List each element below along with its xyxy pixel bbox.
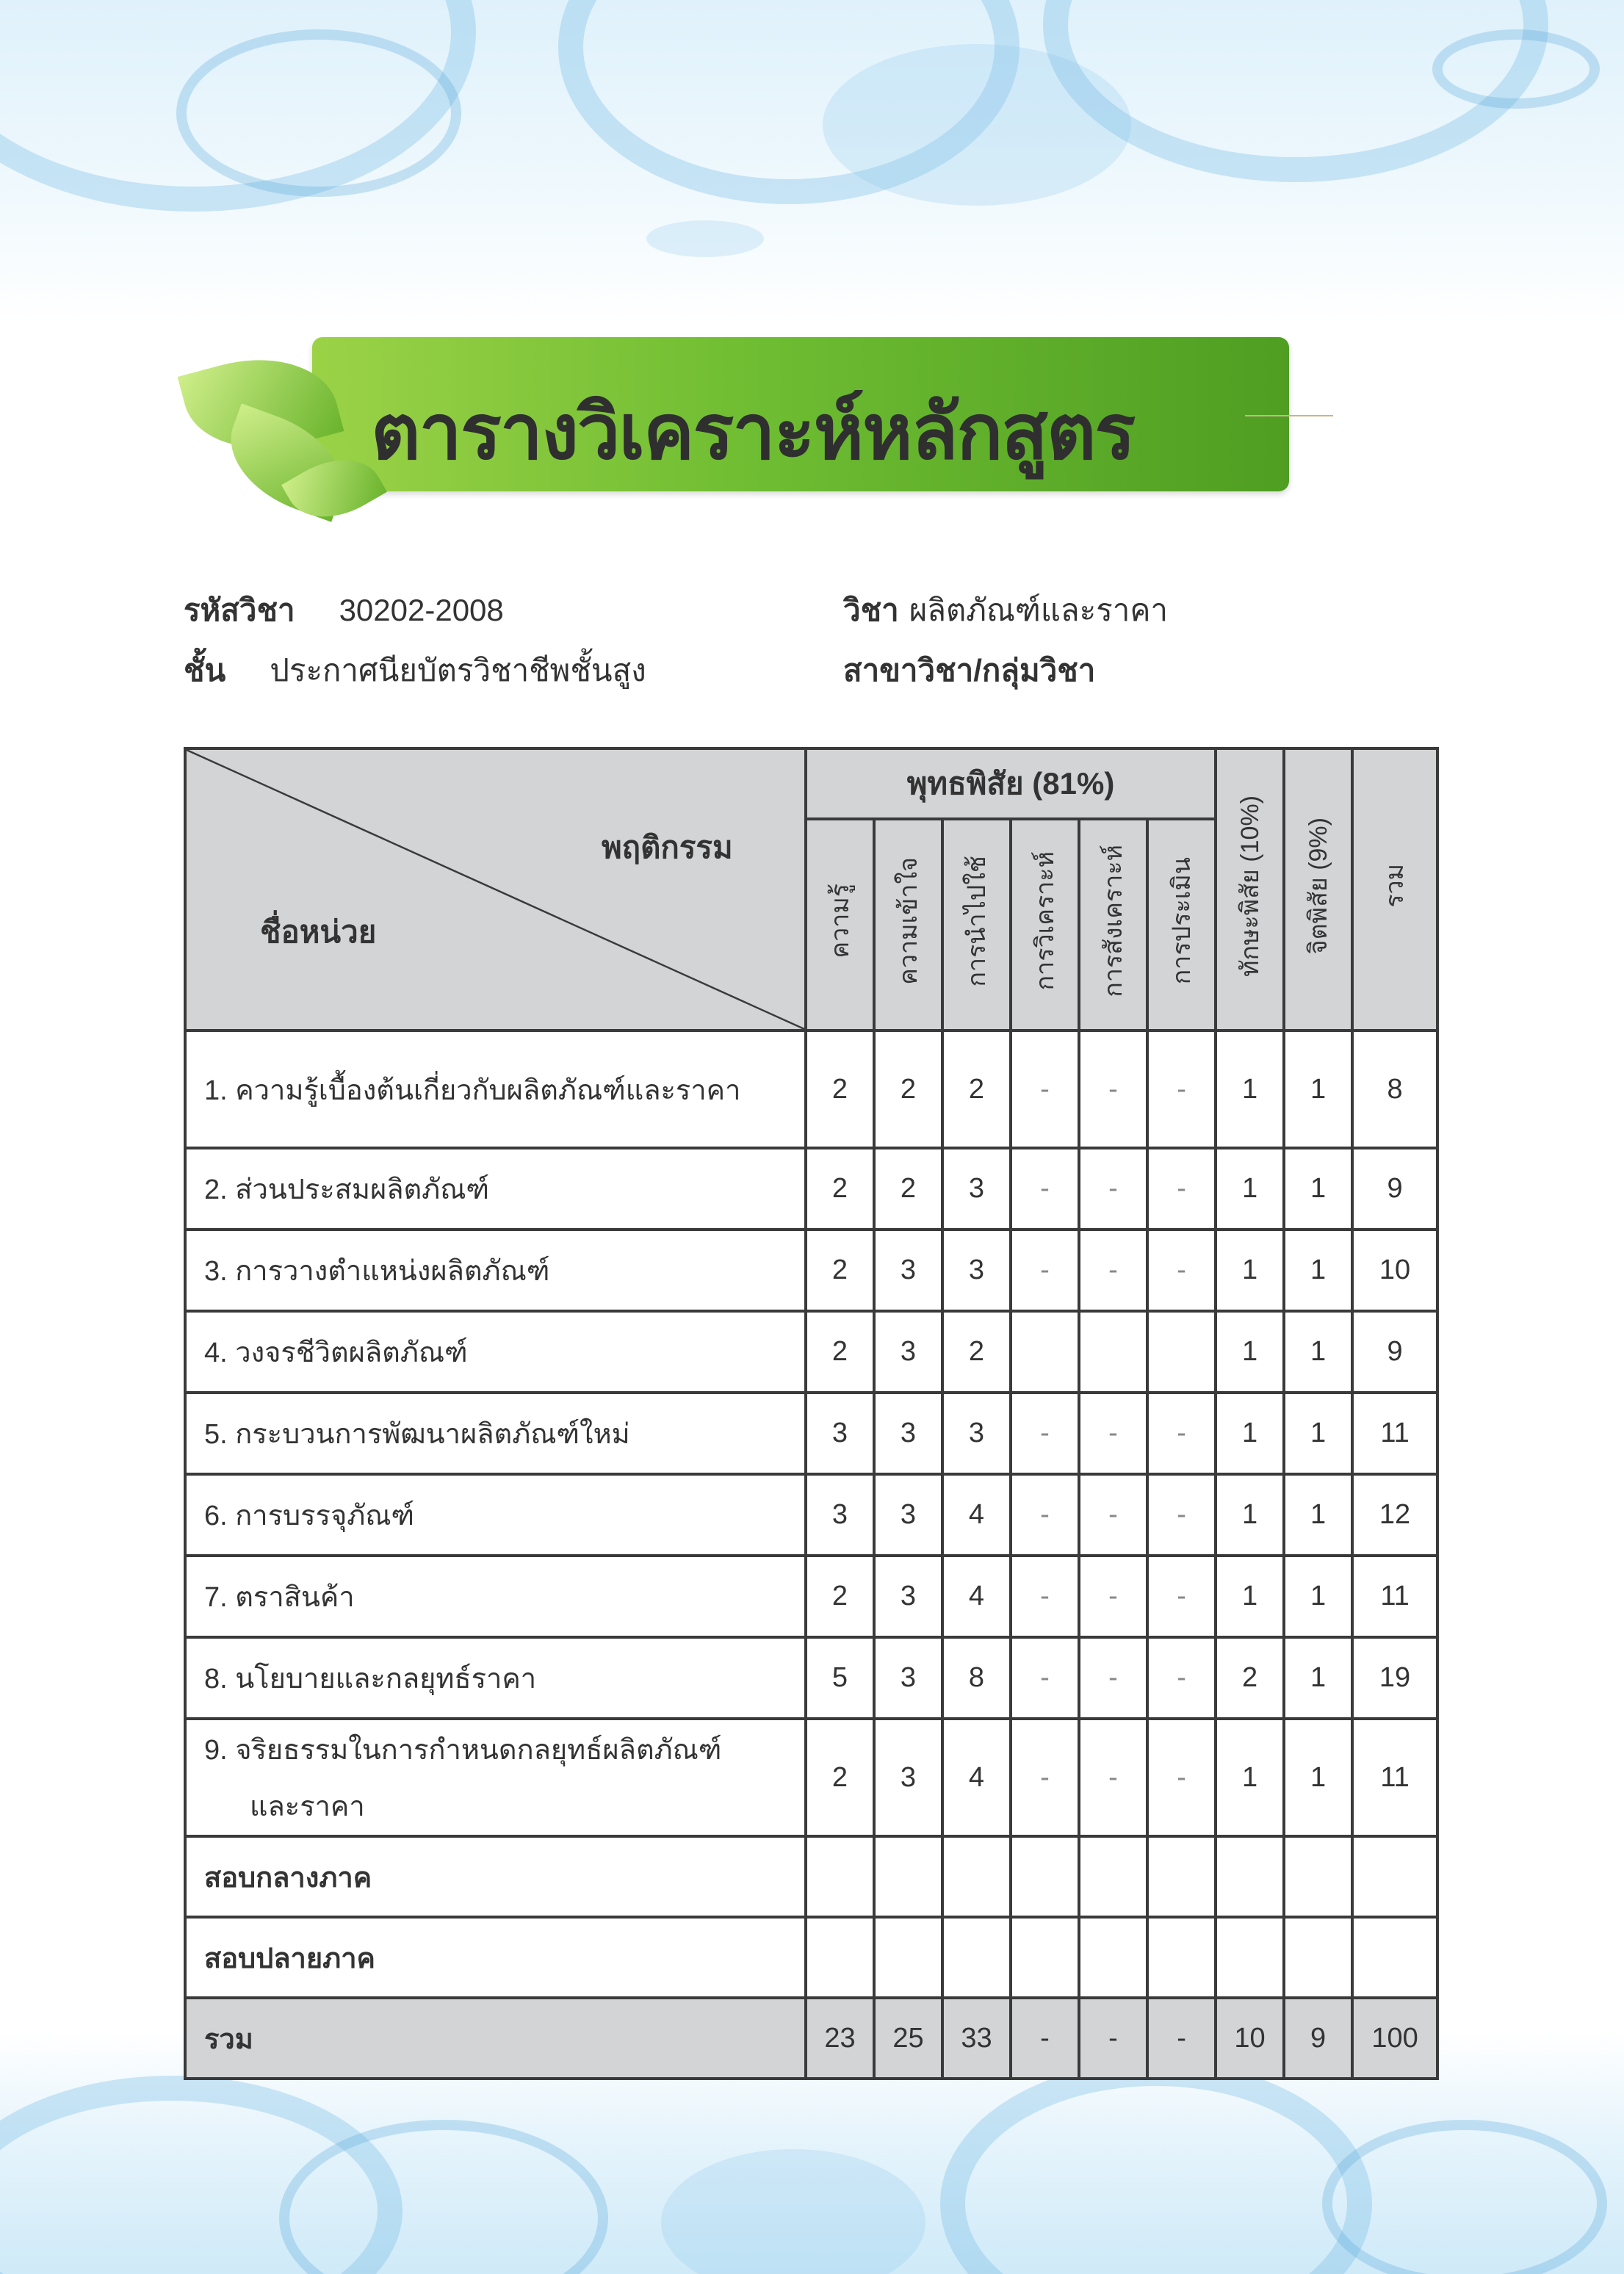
course-dept xyxy=(843,646,1139,695)
score-cell: - xyxy=(1079,1230,1147,1311)
score-cell: 2 xyxy=(806,1311,874,1393)
score-cell: 2 xyxy=(806,1719,874,1836)
score-cell: 1 xyxy=(1216,1148,1284,1230)
score-cell: 3 xyxy=(874,1474,942,1556)
score-cell: - xyxy=(1147,1556,1216,1637)
title-banner xyxy=(187,334,1289,521)
score-cell: 19 xyxy=(1352,1637,1437,1719)
score-cell: - xyxy=(1147,1719,1216,1836)
table-row xyxy=(185,1474,1437,1556)
unit-name: 7. ตราสินค้า xyxy=(204,1582,355,1613)
score-cell: - xyxy=(1079,1637,1147,1719)
diagonal-line xyxy=(187,750,804,1029)
total-label: รวม xyxy=(185,1998,806,2079)
diagonal-header-cell xyxy=(185,748,806,1030)
total-cell: 25 xyxy=(874,1998,942,2079)
score-cell: 1 xyxy=(1216,1393,1284,1474)
course-code-label: รหัสวิชา xyxy=(184,593,295,627)
score-cell: - xyxy=(1147,1230,1216,1311)
score-cell: - xyxy=(1147,1030,1216,1148)
subject-value: ผลิตภัณฑ์และราคา xyxy=(909,593,1169,627)
score-cell: 2 xyxy=(806,1230,874,1311)
score-cell: 2 xyxy=(806,1148,874,1230)
score-cell: 8 xyxy=(942,1637,1011,1719)
score-cell: 3 xyxy=(874,1556,942,1637)
score-cell: 3 xyxy=(874,1230,942,1311)
score-cell: 3 xyxy=(942,1148,1011,1230)
score-cell xyxy=(1147,1311,1216,1393)
col-header-application: การนำไปใช้ xyxy=(942,819,1011,1030)
score-cell: 3 xyxy=(942,1230,1011,1311)
unit-name-cell xyxy=(185,1719,806,1836)
level-value: ประกาศนียบัตรวิชาชีพชั้นสูง xyxy=(270,653,646,687)
unit-name-cell xyxy=(185,1556,806,1637)
score-cell: 10 xyxy=(1352,1230,1437,1311)
col-header-evaluation: การประเมิน xyxy=(1147,819,1216,1030)
unit-name-cell xyxy=(185,1474,806,1556)
total-cell: 100 xyxy=(1352,1998,1437,2079)
unit-name-cell xyxy=(185,1030,806,1148)
course-code-value: 30202-2008 xyxy=(339,593,504,627)
unit-name-header: ชื่อหน่วย xyxy=(260,914,377,949)
score-cell: 4 xyxy=(942,1474,1011,1556)
score-cell: 1 xyxy=(1216,1719,1284,1836)
score-cell: 9 xyxy=(1352,1311,1437,1393)
score-cell: 2 xyxy=(942,1030,1011,1148)
score-cell: - xyxy=(1011,1230,1079,1311)
score-cell: 2 xyxy=(874,1030,942,1148)
score-cell: - xyxy=(1147,1393,1216,1474)
score-cell: 2 xyxy=(942,1311,1011,1393)
unit-name-cell xyxy=(185,1637,806,1719)
score-cell: 3 xyxy=(806,1474,874,1556)
unit-name-cell xyxy=(185,1148,806,1230)
score-cell: 4 xyxy=(942,1719,1011,1836)
col-header-knowledge: ความรู้ xyxy=(806,819,874,1030)
score-cell: 1 xyxy=(1284,1474,1352,1556)
score-cell: 1 xyxy=(1284,1311,1352,1393)
score-cell: 1 xyxy=(1284,1637,1352,1719)
curriculum-analysis-table xyxy=(184,747,1439,2080)
behavior-header: พฤติกรรม xyxy=(602,830,733,865)
score-cell: 1 xyxy=(1284,1393,1352,1474)
score-cell: 3 xyxy=(874,1637,942,1719)
col-header-analysis: การวิเคราะห์ xyxy=(1011,819,1079,1030)
score-cell: 12 xyxy=(1352,1474,1437,1556)
table-row xyxy=(185,1393,1437,1474)
score-cell: 1 xyxy=(1216,1030,1284,1148)
score-cell: 2 xyxy=(874,1148,942,1230)
score-cell: 2 xyxy=(806,1556,874,1637)
score-cell: 3 xyxy=(874,1311,942,1393)
score-cell: 2 xyxy=(1216,1637,1284,1719)
score-cell: - xyxy=(1079,1556,1147,1637)
col-header-synthesis: การสังเคราะห์ xyxy=(1079,819,1147,1030)
score-cell: - xyxy=(1011,1637,1079,1719)
score-cell: - xyxy=(1079,1030,1147,1148)
table-row-total xyxy=(185,1998,1437,2079)
unit-name-cell xyxy=(185,1311,806,1393)
total-cell: - xyxy=(1147,1998,1216,2079)
unit-name-cell xyxy=(185,1230,806,1311)
table-row xyxy=(185,1637,1437,1719)
unit-name: 3. การวางตำแหน่งผลิตภัณฑ์ xyxy=(204,1256,550,1287)
total-cell: - xyxy=(1079,1998,1147,2079)
unit-name: 6. การบรรจุภัณฑ์ xyxy=(204,1501,415,1531)
score-cell: 1 xyxy=(1216,1474,1284,1556)
score-cell: - xyxy=(1147,1148,1216,1230)
course-level xyxy=(184,646,646,695)
header-decoration xyxy=(0,0,1624,323)
score-cell: - xyxy=(1079,1719,1147,1836)
cognitive-domain-header: พุทธพิสัย (81%) xyxy=(806,748,1216,819)
score-cell: 3 xyxy=(874,1719,942,1836)
score-cell: - xyxy=(1011,1148,1079,1230)
page-title: ตารางวิเคราะห์หลักสูตร xyxy=(371,387,1135,477)
score-cell: - xyxy=(1079,1393,1147,1474)
score-cell: 1 xyxy=(1284,1230,1352,1311)
score-cell: 2 xyxy=(806,1030,874,1148)
score-cell: 11 xyxy=(1352,1556,1437,1637)
score-cell: 3 xyxy=(942,1393,1011,1474)
level-label: ชั้น xyxy=(184,653,226,687)
col-header-total: รวม xyxy=(1352,748,1437,1030)
score-cell: - xyxy=(1011,1719,1079,1836)
score-cell: - xyxy=(1079,1474,1147,1556)
score-cell: 1 xyxy=(1284,1556,1352,1637)
score-cell: 1 xyxy=(1216,1230,1284,1311)
final-label: สอบปลายภาค xyxy=(185,1917,806,1998)
score-cell: 3 xyxy=(806,1393,874,1474)
table-row xyxy=(185,1311,1437,1393)
table-row xyxy=(185,1230,1437,1311)
table-row-final xyxy=(185,1917,1437,1998)
unit-name: 4. วงจรชีวิตผลิตภัณฑ์ xyxy=(204,1338,468,1368)
score-cell: - xyxy=(1147,1474,1216,1556)
unit-name: 5. กระบวนการพัฒนาผลิตภัณฑ์ใหม่ xyxy=(204,1419,630,1450)
score-cell: 1 xyxy=(1216,1556,1284,1637)
score-cell: 11 xyxy=(1352,1393,1437,1474)
unit-name: 1. ความรู้เบื้องต้นเกี่ยวกับผลิตภัณฑ์และราคา xyxy=(204,1075,741,1106)
score-cell: - xyxy=(1011,1393,1079,1474)
col-header-comprehension: ความเข้าใจ xyxy=(874,819,942,1030)
score-cell: 4 xyxy=(942,1556,1011,1637)
score-cell: 11 xyxy=(1352,1719,1437,1836)
score-cell xyxy=(1011,1311,1079,1393)
score-cell xyxy=(1079,1311,1147,1393)
score-cell: 1 xyxy=(1216,1311,1284,1393)
table-row xyxy=(185,1556,1437,1637)
score-cell: - xyxy=(1011,1474,1079,1556)
col-header-psychomotor: ทักษะพิสัย (10%) xyxy=(1216,748,1284,1030)
score-cell: 9 xyxy=(1352,1148,1437,1230)
total-cell: 33 xyxy=(942,1998,1011,2079)
unit-name-cell xyxy=(185,1393,806,1474)
score-cell: - xyxy=(1079,1148,1147,1230)
total-cell: - xyxy=(1011,1998,1079,2079)
unit-name: 9. จริยธรรมในการกำหนดกลยุทธ์ผลิตภัณฑ์ xyxy=(204,1735,722,1766)
table-row xyxy=(185,1148,1437,1230)
course-code xyxy=(184,586,504,635)
midterm-label: สอบกลางภาค xyxy=(185,1836,806,1917)
subject-label: วิชา xyxy=(843,593,899,627)
unit-name-continued: และราคา xyxy=(250,1791,365,1822)
col-header-affective: จิตพิสัย (9%) xyxy=(1284,748,1352,1030)
score-cell: - xyxy=(1147,1637,1216,1719)
score-cell: 1 xyxy=(1284,1148,1352,1230)
score-cell: - xyxy=(1011,1556,1079,1637)
total-cell: 9 xyxy=(1284,1998,1352,2079)
score-cell: - xyxy=(1011,1030,1079,1148)
score-cell: 1 xyxy=(1284,1030,1352,1148)
table-row xyxy=(185,1030,1437,1148)
score-cell: 1 xyxy=(1284,1719,1352,1836)
score-cell: 8 xyxy=(1352,1030,1437,1148)
course-subject xyxy=(843,586,1168,635)
unit-name: 2. ส่วนประสมผลิตภัณฑ์ xyxy=(204,1174,490,1205)
unit-name: 8. นโยบายและกลยุทธ์ราคา xyxy=(204,1664,537,1694)
score-cell: 5 xyxy=(806,1637,874,1719)
dept-label: สาขาวิชา/กลุ่มวิชา xyxy=(843,653,1096,687)
total-cell: 10 xyxy=(1216,1998,1284,2079)
total-cell: 23 xyxy=(806,1998,874,2079)
table-row-midterm xyxy=(185,1836,1437,1917)
score-cell: 3 xyxy=(874,1393,942,1474)
table-row xyxy=(185,1719,1437,1836)
